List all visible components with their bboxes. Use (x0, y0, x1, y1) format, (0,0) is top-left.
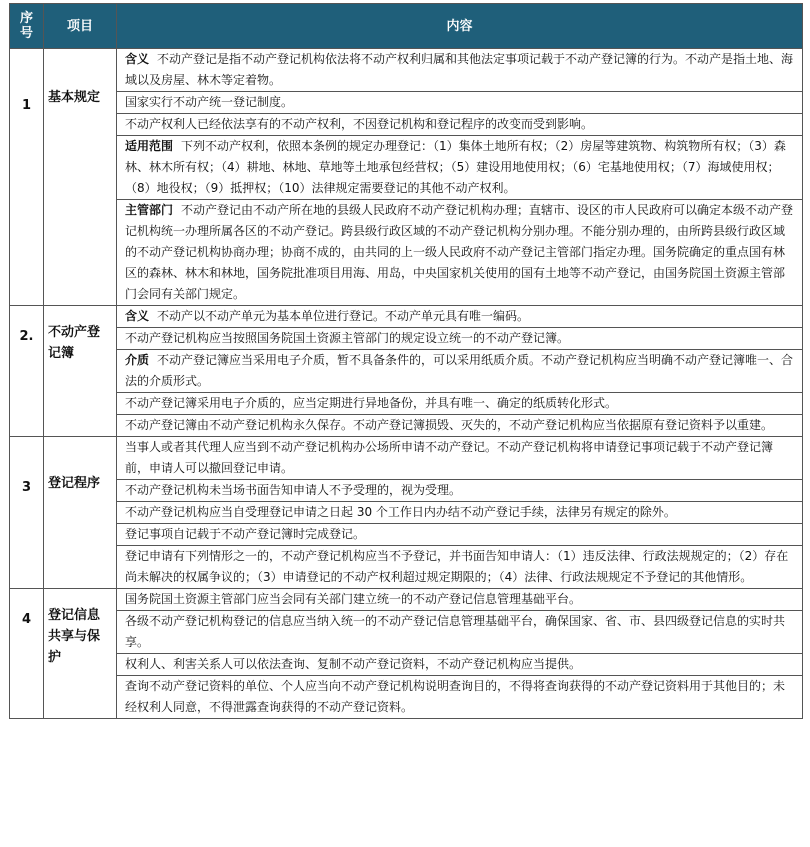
entry-term: 适用范围 (125, 139, 174, 153)
content-cell (117, 654, 803, 676)
section-number-label: 2. (19, 329, 34, 344)
table-body (10, 49, 803, 719)
section-number-label: 4 (21, 612, 32, 627)
section-number (10, 49, 44, 306)
table-row (10, 589, 803, 611)
entry-text: 不动产登记是指不动产登记机构依法将不动产权利归属和其他法定事项记载于不动产登记簿的行为。不动产是指土地、海域以及房屋、林木等定着物。 (125, 52, 794, 87)
entry-text: 不动产权利人已经依法享有的不动产权利，不因登记机构和登记程序的改变而受到影响。 (125, 117, 594, 131)
table-row (10, 437, 803, 480)
entry-text: 不动产登记机构未当场书面告知申请人不予受理的，视为受理。 (125, 483, 462, 497)
table-row (10, 136, 803, 200)
table-row (10, 502, 803, 524)
header-item: 项目 (44, 4, 117, 49)
content-cell (117, 502, 803, 524)
table-row (10, 328, 803, 350)
content-cell (117, 306, 803, 328)
entry-text: 登记事项自记载于不动产登记簿时完成登记。 (125, 527, 366, 541)
content-cell (117, 200, 803, 306)
entry-text: 不动产登记机构应当按照国务院国土资源主管部门的规定设立统一的不动产登记簿。 (125, 331, 570, 345)
content-cell (117, 49, 803, 92)
section-title (44, 306, 117, 437)
table-row (10, 114, 803, 136)
table-row (10, 415, 803, 437)
content-cell (117, 415, 803, 437)
entry-text: 权利人、利害关系人可以依法查询、复制不动产登记资料，不动产登记机构应当提供。 (125, 657, 582, 671)
entry-text: 不动产登记由不动产所在地的县级人民政府不动产登记机构办理；直辖市、设区的市人民政府可以确定本级不动产登记机构统一办理所属各区的不动产登记。跨县级行政区域的不动产登记机构分别办理。不能分别办理的，由所跨县级行政区域的不动产登记机构协商办理；协商不成的，由共同的上一级人民政府不动产登记主管部门指定办理。国务院确定的重点国有林区的森林、林木和林地，国务院批准项目用海、用岛，中央国家机关使用的国有土地等不动产登记，由国务院国土资源主管部门会同有关部门规定。 (125, 203, 794, 301)
entry-text: 不动产登记机构应当自受理登记申请之日起 30 个工作日内办结不动产登记手续，法律另有规定的除外。 (125, 505, 676, 519)
entry-text: 当事人或者其代理人应当到不动产登记机构办公场所申请不动产登记。不动产登记机构将申请登记事项记载于不动产登记簿前，申请人可以撤回登记申请。 (125, 440, 774, 475)
section-title-label: 不动产登记簿 (48, 325, 101, 361)
content-cell (117, 524, 803, 546)
content-cell (117, 393, 803, 415)
table-row (10, 49, 803, 92)
section-title-label: 登记程序 (48, 476, 101, 491)
table-row (10, 676, 803, 719)
entry-term: 介质 (125, 353, 150, 367)
regulation-table (9, 3, 803, 719)
table-row (10, 200, 803, 306)
content-cell (117, 546, 803, 589)
content-cell (117, 611, 803, 654)
table-row (10, 92, 803, 114)
header-seq (10, 4, 44, 49)
table-row (10, 611, 803, 654)
table-row (10, 393, 803, 415)
entry-term: 含义 (125, 52, 150, 66)
entry-text: 登记申请有下列情形之一的，不动产登记机构应当不予登记，并书面告知申请人：（1）违反法律、行政法规规定的；（2）存在尚未解决的权属争议的；（3）申请登记的不动产权利超过规定期限的；（4）法律、行政法规规定不予登记的其他情形。 (125, 549, 789, 584)
table-row (10, 546, 803, 589)
entry-text: 各级不动产登记机构登记的信息应当纳入统一的不动产登记信息管理基础平台，确保国家、省、市、县四级登记信息的实时共享。 (125, 614, 786, 649)
content-cell (117, 136, 803, 200)
table-row (10, 654, 803, 676)
table-row (10, 480, 803, 502)
section-title (44, 49, 117, 306)
entry-text: 国务院国土资源主管部门应当会同有关部门建立统一的不动产登记信息管理基础平台。 (125, 592, 582, 606)
section-number-label: 1 (21, 98, 32, 113)
table-row (10, 350, 803, 393)
content-cell (117, 480, 803, 502)
table-row (10, 524, 803, 546)
section-number (10, 437, 44, 589)
section-title (44, 589, 117, 719)
section-title (44, 437, 117, 589)
section-number (10, 306, 44, 437)
entry-text: 不动产登记簿采用电子介质的，应当定期进行异地备份，并具有唯一、确定的纸质转化形式。 (125, 396, 618, 410)
entry-text: 国家实行不动产统一登记制度。 (125, 95, 294, 109)
content-cell (117, 589, 803, 611)
entry-text: 查询不动产登记资料的单位、个人应当向不动产登记机构说明查询目的，不得将查询获得的不动产登记资料用于其他目的；未经权利人同意，不得泄露查询获得的不动产登记资料。 (125, 679, 786, 714)
entry-text: 不动产登记簿由不动产登记机构永久保存。不动产登记簿损毁、灭失的，不动产登记机构应当依据原有登记资料予以重建。 (125, 418, 774, 432)
entry-text: 下列不动产权利，依照本条例的规定办理登记：（1）集体土地所有权；（2）房屋等建筑物、构筑物所有权；（3）森林、林木所有权；（4）耕地、林地、草地等土地承包经营权；（5）建设用地使用权；（6）宅基地使用权；（7）海域使用权；（8）地役权；（9）抵押权；（10）法律规定需要登记的其他不动产权利。 (125, 139, 786, 195)
entry-text: 不动产以不动产单元为基本单位进行登记。不动产单元具有唯一编码。 (157, 309, 530, 323)
content-cell (117, 350, 803, 393)
content-cell (117, 437, 803, 480)
entry-term: 主管部门 (125, 203, 174, 217)
section-title-label: 基本规定 (48, 90, 101, 105)
section-number-label: 3 (21, 480, 32, 495)
content-cell (117, 328, 803, 350)
content-cell (117, 676, 803, 719)
section-number (10, 589, 44, 719)
content-cell (117, 114, 803, 136)
section-title-label: 登记信息共享与保护 (48, 608, 101, 665)
regulation-table-container (9, 3, 802, 719)
entry-text: 不动产登记簿应当采用电子介质，暂不具备条件的，可以采用纸质介质。不动产登记机构应当明确不动产登记簿唯一、合法的介质形式。 (125, 353, 794, 388)
content-cell (117, 92, 803, 114)
entry-term: 含义 (125, 309, 150, 323)
header-seq-label: 序号 (19, 11, 33, 41)
header-content: 内容 (117, 4, 803, 49)
table-header-row (10, 4, 803, 49)
table-row (10, 306, 803, 328)
